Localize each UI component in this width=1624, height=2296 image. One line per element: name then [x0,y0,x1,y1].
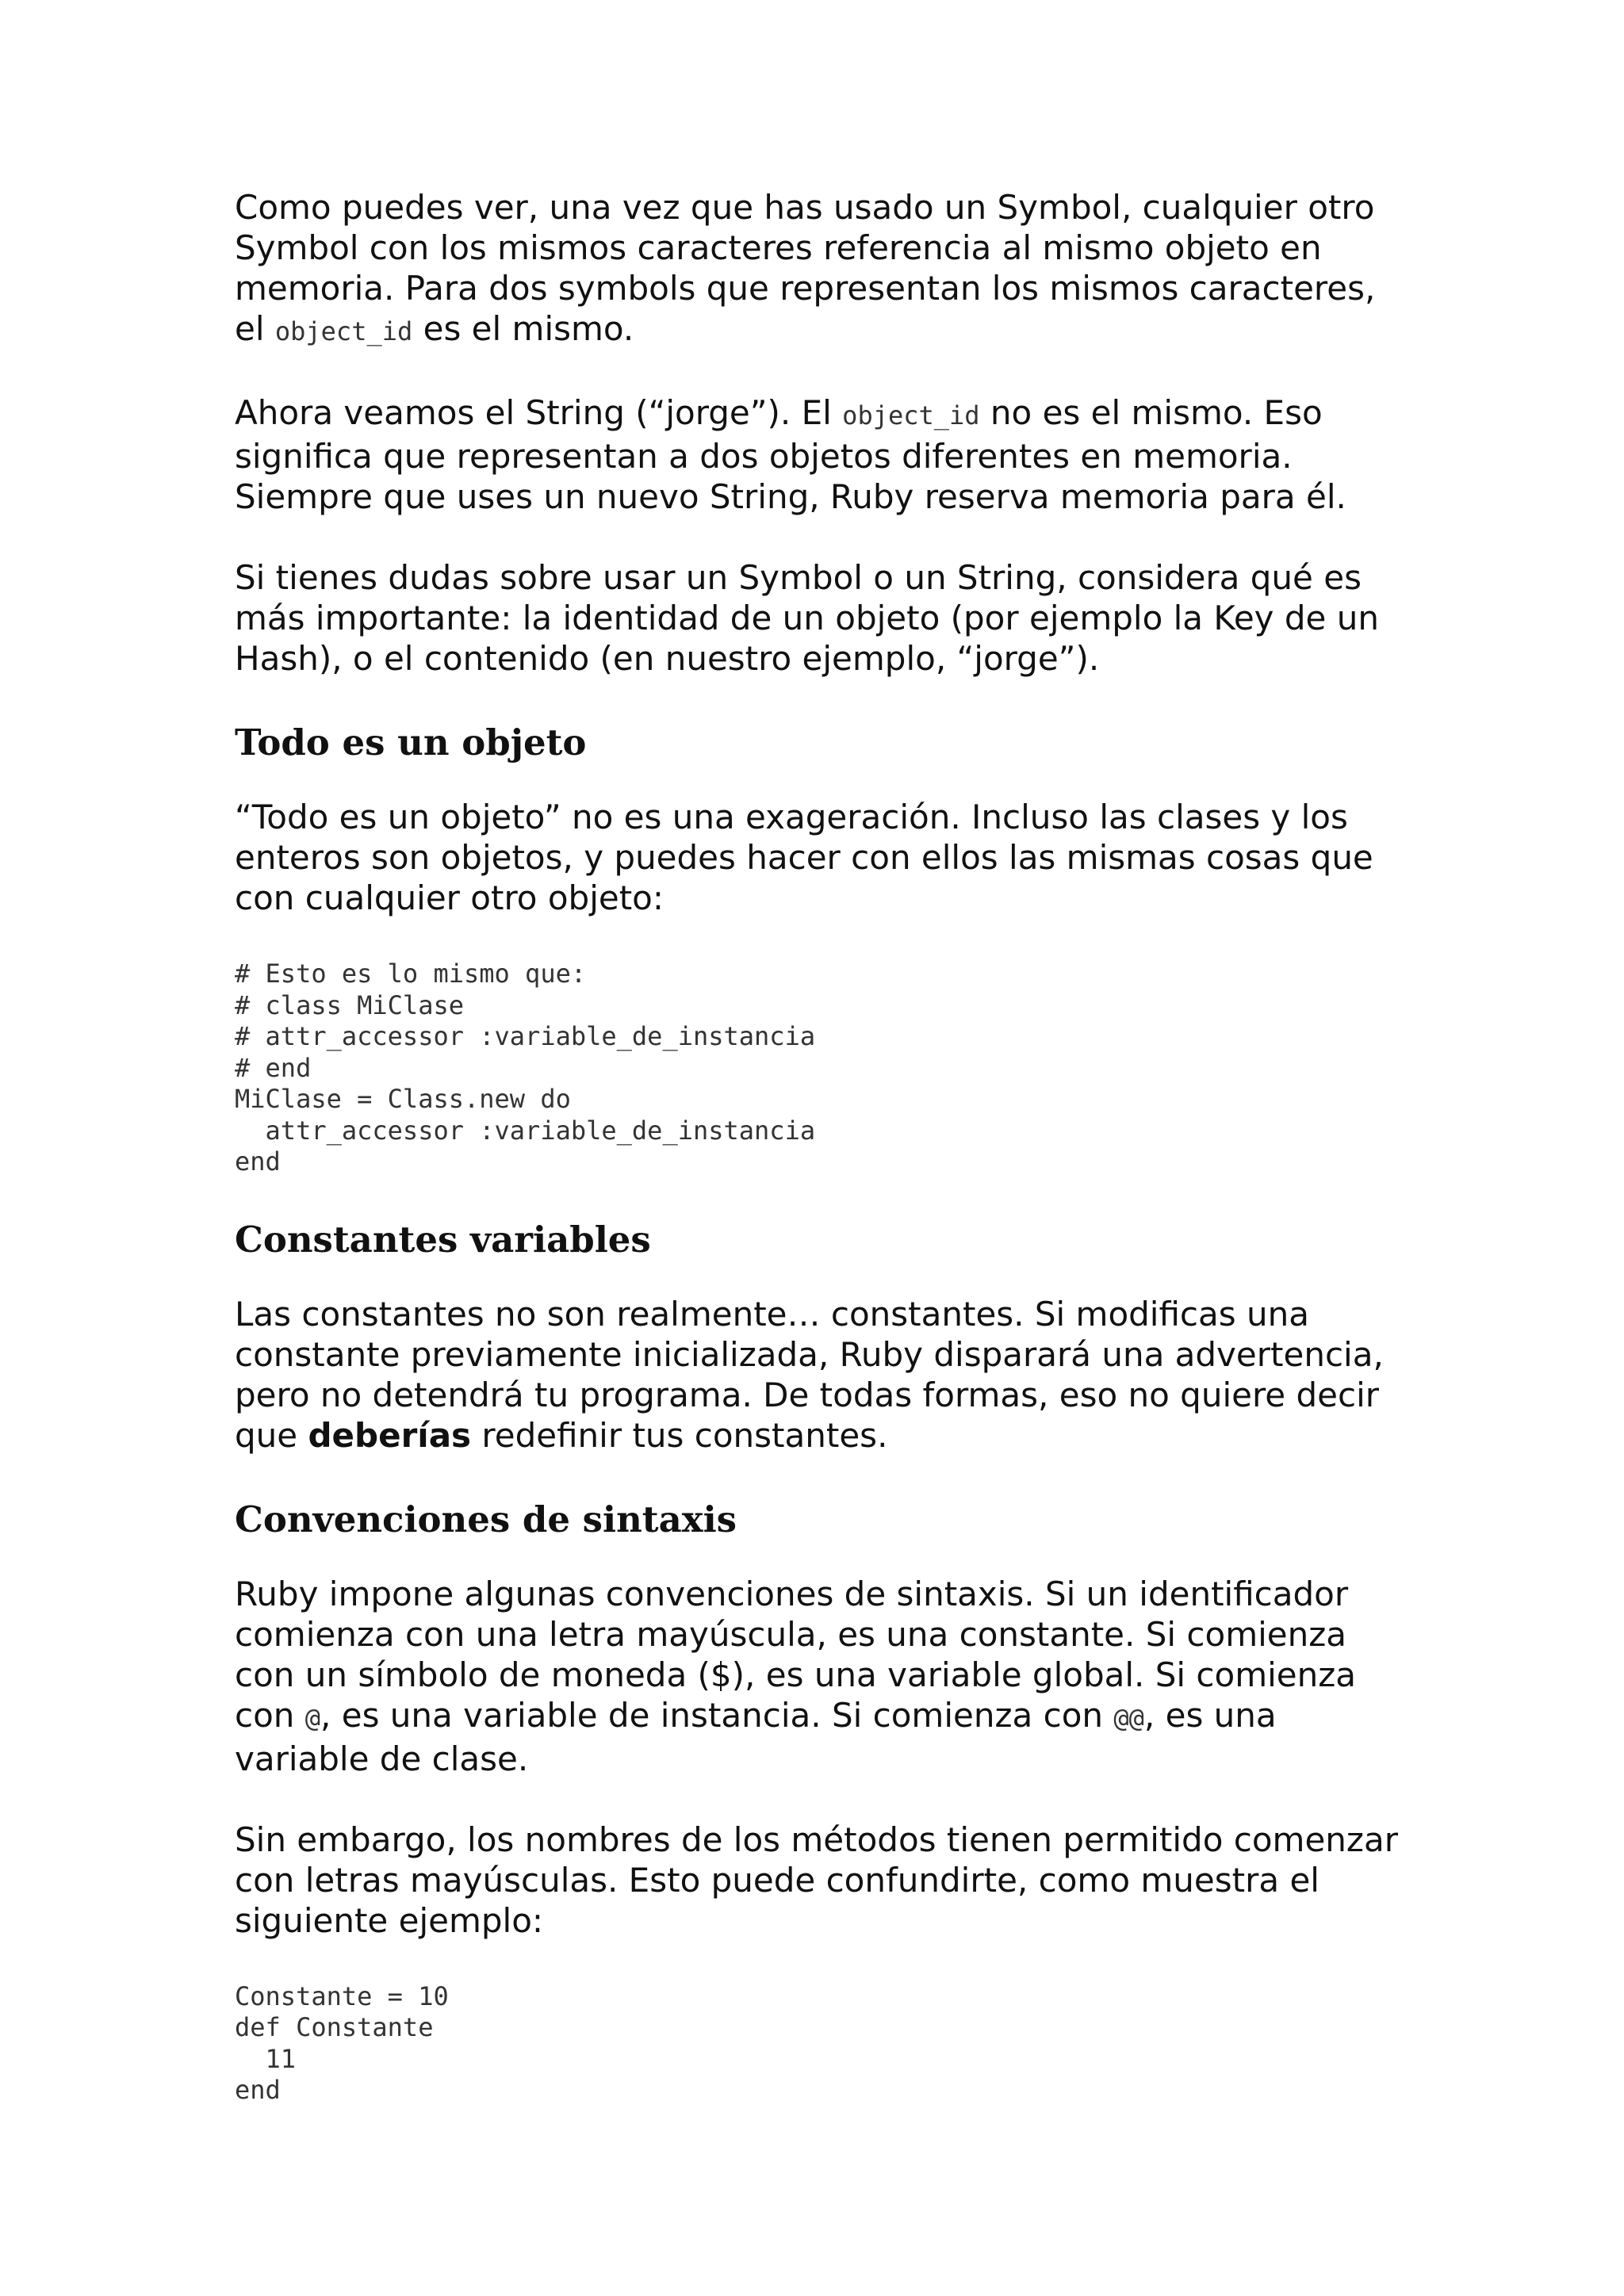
code-line: # class MiClase [235,989,464,1020]
code-line: end [235,2075,281,2105]
heading-todo-es-un-objeto: Todo es un objeto [235,721,587,763]
text: Las constantes no son realmente… constantes. Si modificas una constante previamente inicializada, Ruby disparará una advertencia, pero no detendrá tu programa. De todas formas, eso no quiere decir que [235,1294,1384,1455]
inline-code: object_id [274,316,413,346]
text: Como puedes ver, una vez que has usado un Symbol, cualquier otro Symbol con los mismos caracteres referencia al mismo objeto en memoria. Para dos symbols que representan los mismos caracteres, el [235,188,1376,348]
text: es el mismo. [412,309,634,348]
code-line: MiClase = Class.new do [235,1084,571,1114]
text: no es el mismo. Eso significa que representan a dos objetos diferentes en memoria. Siempre que uses un nuevo String, Ruby reserva memoria para él. [235,393,1346,516]
paragraph-todo-es-un-objeto: “Todo es un objeto” no es una exageración. Incluso las clases y los enteros son objetos, y puedes hacer con ellos las mismas cosas que con cualquier otro objeto: [235,798,1373,917]
code-line: def Constante [235,2012,434,2042]
document-page [235,187,1408,2145]
text: , es una variable de clase. [235,1695,1277,1778]
code-line: # attr_accessor :variable_de_instancia [235,1021,816,1051]
text: redefinir tus constantes. [471,1415,888,1455]
paragraph-convenciones [235,1574,1408,1779]
code-line: # Esto es lo mismo que: [235,959,587,989]
text: , es una variable de instancia. Si comienza con [320,1695,1114,1735]
paragraph-constantes [235,1294,1408,1456]
paragraph-string-memory [235,392,1408,517]
code-line: end [235,1146,281,1177]
paragraph-symbol-or-string: Si tienes dudas sobre usar un Symbol o un String, considera qué es más importante: la identidad de un objeto (por ejemplo la Key de un Hash), o el contenido (en nuestro ejemplo, “jorge”). [235,558,1379,678]
inline-code: object_id [842,400,980,430]
code-block-class-new [235,959,1408,1178]
code-block-constante [235,1981,1408,2107]
code-line: Constante = 10 [235,1980,449,2011]
text: Ahora veamos el String (“jorge”). El [235,393,843,432]
bold-text: deberías [308,1415,472,1455]
paragraph-symbol-memory [235,187,1408,352]
text: Ruby impone algunas convenciones de sintaxis. Si un identificador comienza con una letra mayúscula, es una constante. Si comienza con un símbolo de moneda ($), es una variable global. Si comienza con [235,1574,1357,1735]
inline-code: @@ [1113,1702,1144,1733]
code-line: # end [235,1052,312,1083]
inline-code: @ [304,1702,321,1733]
paragraph-metodos-mayusculas: Sin embargo, los nombres de los métodos tienen permitido comenzar con letras mayúsculas. Esto puede confundirte, como muestra el siguiente ejemplo: [235,1820,1398,1940]
heading-convenciones-de-sintaxis: Convenciones de sintaxis [235,1498,737,1540]
code-line: attr_accessor :variable_de_instancia [235,1115,816,1146]
heading-constantes-variables: Constantes variables [235,1218,651,1261]
code-line: 11 [235,2043,297,2074]
